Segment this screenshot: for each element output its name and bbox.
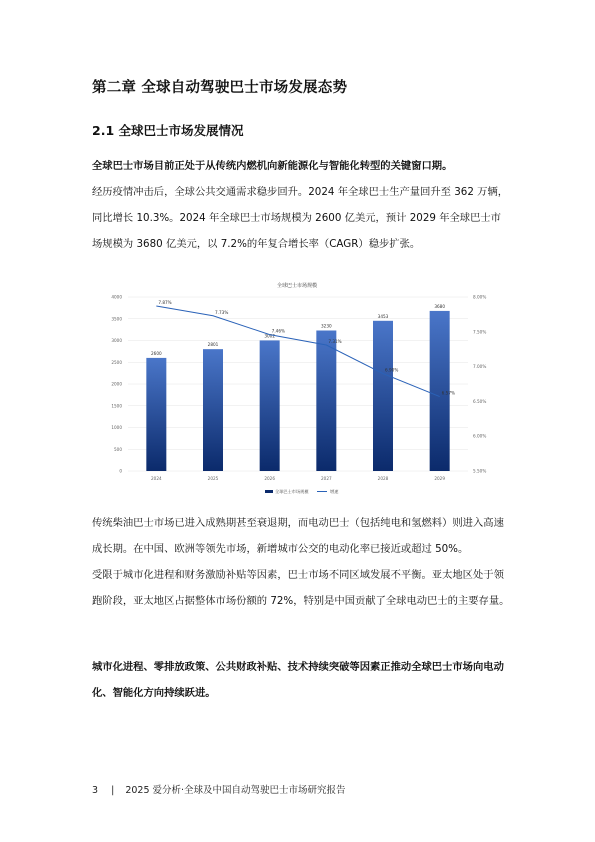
bar <box>260 340 280 471</box>
y-tick-right: 6.00% <box>473 433 487 439</box>
y-tick-left: 2500 <box>111 359 122 365</box>
paragraph-market-size: 经历疫情冲击后，全球公共交通需求稳步回升。2024 年全球巴士生产量回升至 362 万辆，同比增长 10.3%。2024 年全球巴士市场规模为 2600 亿美元，预计 2029 年全球巴士市场规模为 3680 亿美元，以 7.2%的年复合增长率（CAGR）稳步扩张。 <box>92 186 509 250</box>
y-tick-right: 7.00% <box>473 364 487 370</box>
x-tick-label: 2026 <box>264 476 276 481</box>
x-tick-label: 2029 <box>434 476 446 481</box>
bar-value-label: 2801 <box>207 342 219 348</box>
footer-separator: | <box>111 785 115 796</box>
line-value-label: 7.73% <box>215 309 229 315</box>
line-value-label: 7.31% <box>328 339 342 345</box>
bar <box>316 330 336 471</box>
line-value-label: 6.57% <box>441 390 455 396</box>
y-tick-left: 1000 <box>111 425 122 430</box>
y-tick-left: 500 <box>114 446 122 452</box>
x-tick-label: 2027 <box>320 476 332 481</box>
paragraph-electric-bus: 传统柴油巴士市场已进入成熟期甚至衰退期，而电动巴士（包括纯电和氢燃料）则进入高速成长期。在中国、欧洲等领先市场，新增城市公交的电动化率已接近或超过 50%。 <box>92 517 504 555</box>
legend-bar-swatch <box>265 490 273 493</box>
line-value-label: 7.87% <box>158 300 172 306</box>
paragraph-regional: 受限于城市化进程和财务激励补贴等因素，巴士市场不同区域发展不平衡。亚太地区处于领跑阶段，亚太地区占据整体市场份额的 72%，特别是中国贡献了全球电动巴士的主要存量。 <box>92 569 510 607</box>
bar-value-label: 3680 <box>434 303 446 309</box>
y-tick-left: 1500 <box>111 403 122 409</box>
paragraph-conclusion: 城市化进程、零排放政策、公共财政补贴、技术持续突破等因素正推动全球巴士市场向电动化、智能化方向持续跃进。 <box>92 661 504 699</box>
x-tick-label: 2028 <box>377 476 389 481</box>
bar-value-label: 3453 <box>377 313 389 319</box>
chart-title: 全球巴士市场规模 <box>276 283 318 289</box>
y-tick-right: 7.50% <box>473 329 487 335</box>
line-value-label: 6.90% <box>385 367 399 373</box>
section-heading: 2.1 全球巴士市场发展情况 <box>92 123 244 138</box>
y-tick-right: 5.50% <box>473 468 487 474</box>
page-number: 3 <box>92 785 99 796</box>
y-tick-left: 2000 <box>111 381 122 387</box>
y-tick-left: 3500 <box>111 316 122 322</box>
y-tick-left: 3000 <box>111 338 122 343</box>
legend-line-label: 增速 <box>330 489 339 494</box>
x-tick-label: 2025 <box>207 476 219 481</box>
page-footer <box>92 782 346 796</box>
bar <box>373 321 393 471</box>
legend-bar-label: 全球巴士市场规模 <box>275 489 309 494</box>
y-tick-right: 6.50% <box>473 398 487 404</box>
paragraph-lead: 全球巴士市场目前正处于从传统内燃机向新能源化与智能化转型的关键窗口期。 <box>92 160 453 172</box>
line-value-label: 7.46% <box>271 328 285 334</box>
bar <box>146 358 166 471</box>
x-tick-label: 2024 <box>150 476 162 481</box>
chapter-heading: 第二章 全球自动驾驶巴士市场发展态势 <box>92 80 348 96</box>
bar-value-label: 3002 <box>264 333 276 339</box>
market-size-chart <box>92 276 503 500</box>
growth-rate-line <box>156 306 439 396</box>
y-tick-left: 0 <box>119 468 122 474</box>
bar <box>203 349 223 471</box>
y-tick-left: 4000 <box>111 294 122 300</box>
y-tick-right: 8.00% <box>473 294 487 300</box>
report-title: 2025 爱分析·全球及中国自动驾驶巴士市场研究报告 <box>125 785 346 796</box>
bar-value-label: 2600 <box>150 350 162 356</box>
chart-svg <box>92 276 503 500</box>
bar-value-label: 3230 <box>320 323 332 329</box>
